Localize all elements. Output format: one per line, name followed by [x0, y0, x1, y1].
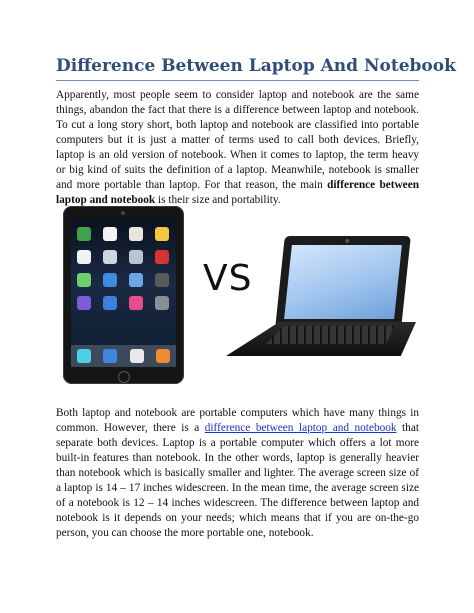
app-icon	[77, 227, 91, 241]
netbook-camera	[345, 239, 349, 243]
app-icon	[155, 273, 169, 287]
document-title: Difference Between Laptop And Notebook	[56, 56, 456, 76]
tablet-app-grid	[77, 227, 170, 310]
netbook-lid	[275, 236, 411, 328]
netbook-keyboard	[266, 326, 394, 344]
title-underline	[56, 80, 419, 81]
app-icon	[77, 273, 91, 287]
intro-bold-phrase: difference between laptop and notebook	[56, 179, 419, 206]
tablet-camera	[121, 211, 125, 215]
tablet-image	[63, 206, 184, 384]
app-icon	[129, 273, 143, 287]
app-icon	[130, 349, 144, 363]
app-icon	[103, 227, 117, 241]
netbook-screen	[284, 245, 402, 319]
body-rest: that separate both devices. Laptop is a portable computer which offers a lot more built-in features than notebook. In the other words, laptop is generally heavier than notebook which is basically smaller and lighter. The average screen size of a laptop is 14 – 17 inches widescreen. In the mean time, the average screen size of a notebook is 12 – 14 inches widescreen. The difference between laptop and notebook is it depends on your needs; which means that if you are on-the-go person, you can choose the more portable one, notebook.	[56, 422, 419, 539]
app-icon	[103, 250, 117, 264]
app-icon	[129, 227, 143, 241]
intro-tail: is their size and portability.	[155, 194, 281, 206]
app-icon	[156, 349, 170, 363]
app-icon	[155, 250, 169, 264]
app-icon	[103, 349, 117, 363]
body-paragraph	[56, 406, 419, 541]
app-icon	[77, 250, 91, 264]
app-icon	[155, 227, 169, 241]
body-lead: Both laptop and notebook are portable computers which have many things in common. However, there is a	[56, 407, 419, 434]
tablet-home-button	[118, 371, 130, 383]
app-icon	[155, 296, 169, 310]
netbook-image	[226, 236, 422, 366]
app-icon	[103, 296, 117, 310]
app-icon	[129, 250, 143, 264]
difference-link[interactable]: difference between laptop and notebook	[204, 422, 397, 434]
intro-text: Apparently, most people seem to consider laptop and notebook are the same things, abandon the fact that there is a difference between laptop and notebook. To cut a long story short, both laptop and notebook are classified into portable computers but it is just a matter of terms used to call both devices. Briefly, laptop is an old version of notebook. When it comes to laptop, the term heavy or big kind of suits the definition of a laptop. Meanwhile, notebook is smaller and more portable than laptop. For that reason, the main	[56, 89, 419, 191]
app-icon	[77, 349, 91, 363]
tablet-screen	[71, 219, 176, 367]
vs-label: VS	[203, 258, 253, 299]
app-icon	[77, 296, 91, 310]
intro-paragraph	[56, 88, 419, 208]
tablet-dock	[71, 345, 176, 367]
app-icon	[103, 273, 117, 287]
app-icon	[129, 296, 143, 310]
